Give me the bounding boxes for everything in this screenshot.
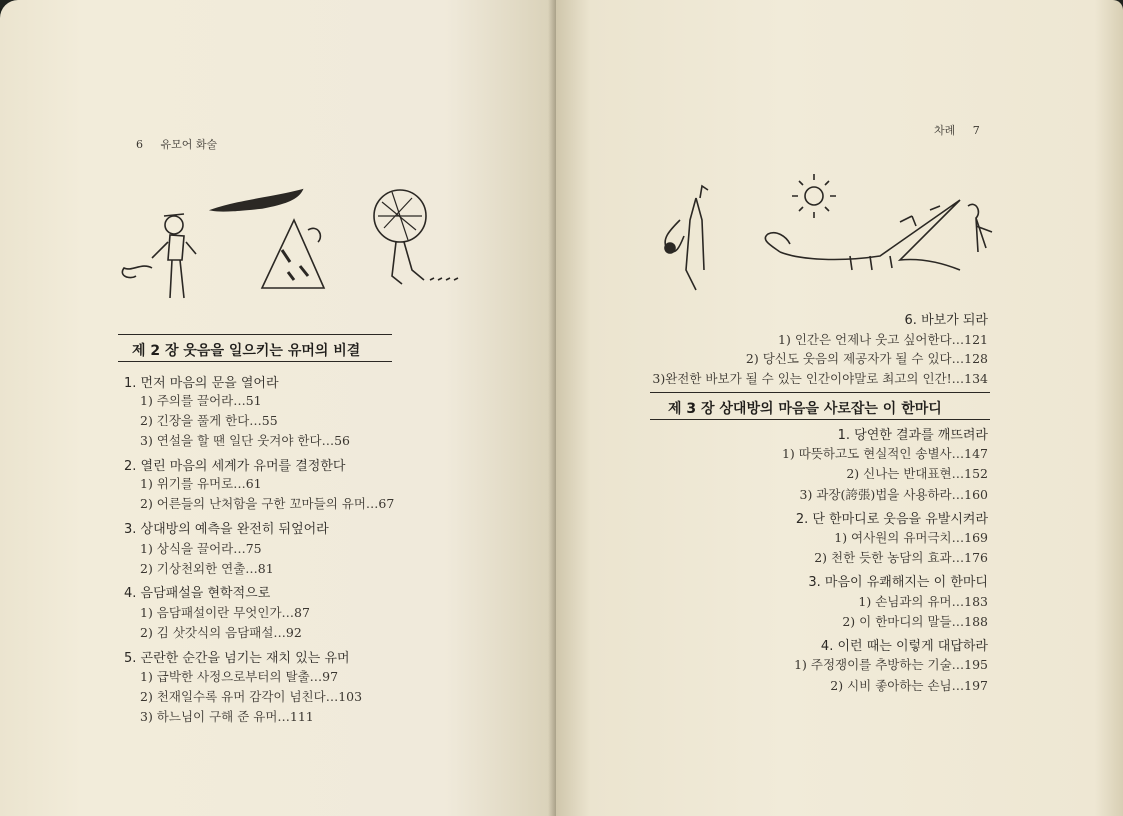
toc-entry[interactable]: 2) 기상천외한 연출…81 [140, 561, 274, 576]
section-title[interactable]: 2. 단 한마디로 웃음을 유발시켜라 [795, 512, 988, 527]
running-head-left [136, 136, 217, 152]
section-title[interactable]: 6. 바보가 되라 [904, 313, 988, 328]
section-title[interactable]: 3. 마음이 유쾌해지는 이 한마디 [808, 575, 988, 590]
toc-entry[interactable]: 1) 손님과의 유머…183 [858, 594, 988, 609]
toc-entry[interactable]: 2) 천재일수록 유머 감각이 넘친다…103 [140, 689, 363, 704]
toc-entry[interactable]: 1) 주의를 끌어라…51 [140, 393, 262, 408]
chapter-title: 제 3 장 상대방의 마음을 사로잡는 이 한마디 [668, 401, 942, 417]
toc-entry[interactable]: 3)완전한 바보가 될 수 있는 인간이야말로 최고의 인간!…134 [652, 371, 988, 386]
toc-entry[interactable]: 1) 급박한 사정으로부터의 탈출…97 [140, 669, 339, 684]
section-title[interactable]: 5. 곤란한 순간을 넘기는 재치 있는 유머 [124, 651, 350, 666]
toc-entry[interactable]: 2) 신나는 반대표현…152 [846, 466, 988, 481]
toc-entry[interactable]: 1) 상식을 끌어라…75 [140, 541, 262, 556]
left-page [0, 0, 556, 816]
section-title[interactable]: 3. 상대방의 예측을 완전히 뒤엎어라 [124, 522, 329, 537]
toc-entry[interactable]: 3) 하느님이 구해 준 유머…111 [140, 709, 314, 724]
toc-entry[interactable]: 2) 어른들의 난처함을 구한 꼬마들의 유머…67 [140, 496, 395, 511]
heading-rule-top [650, 392, 990, 393]
toc-entry[interactable]: 2) 시비 좋아하는 손님…197 [830, 678, 988, 693]
contents-label: 차례 [934, 124, 956, 137]
toc-entry[interactable]: 2) 김 삿갓식의 음담패설…92 [140, 625, 302, 640]
toc-entry[interactable]: 2) 긴장을 풀게 한다…55 [140, 413, 278, 428]
chapter-heading [118, 334, 392, 362]
toc-entry[interactable]: 3) 과장(誇張)법을 사용하라…160 [799, 487, 988, 502]
chapter-heading [650, 392, 990, 420]
toc-entry[interactable]: 1) 음담패설이란 무엇인가…87 [140, 605, 310, 620]
toc-entry[interactable]: 2) 천한 듯한 농담의 효과…176 [814, 550, 988, 565]
heading-rule-bottom [650, 419, 990, 420]
toc-entry[interactable]: 1) 인간은 언제나 웃고 싶어한다…121 [778, 332, 988, 347]
page-number: 6 [136, 138, 143, 151]
book-title: 유모어 화술 [160, 138, 218, 151]
toc-entry[interactable]: 2) 당신도 웃음의 제공자가 될 수 있다…128 [745, 351, 988, 366]
toc-entry[interactable]: 1) 따뜻하고도 현실적인 송별사…147 [781, 446, 988, 461]
page-number: 7 [972, 124, 980, 137]
running-head-right [934, 122, 980, 138]
chapter-title: 제 2 장 웃음을 일으키는 유머의 비결 [132, 343, 361, 359]
section-title[interactable]: 4. 음담패설을 현학적으로 [124, 586, 271, 601]
heading-rule-top [118, 334, 392, 335]
section-title[interactable]: 1. 당연한 결과를 깨뜨려라 [837, 428, 988, 443]
chapter-illustration [112, 180, 472, 310]
section-title[interactable]: 1. 먼저 마음의 문을 열어라 [124, 376, 279, 391]
toc-entry[interactable]: 1) 위기를 유머로…61 [140, 476, 262, 491]
toc-entry[interactable]: 1) 여사원의 유머극치…169 [834, 530, 988, 545]
right-page [556, 0, 1123, 816]
section-title[interactable]: 2. 열린 마음의 세계가 유머를 결정한다 [124, 459, 346, 474]
toc-entry[interactable]: 1) 주정쟁이를 추방하는 기술…195 [794, 657, 988, 672]
heading-rule-bottom [118, 361, 392, 362]
toc-entry[interactable]: 2) 이 한마디의 말들…188 [842, 614, 988, 629]
section-title[interactable]: 4. 이런 때는 이렇게 대답하라 [820, 639, 988, 654]
toc-entry[interactable]: 3) 연설을 할 땐 일단 웃겨야 한다…56 [140, 433, 350, 448]
chapter-illustration [640, 170, 1000, 300]
